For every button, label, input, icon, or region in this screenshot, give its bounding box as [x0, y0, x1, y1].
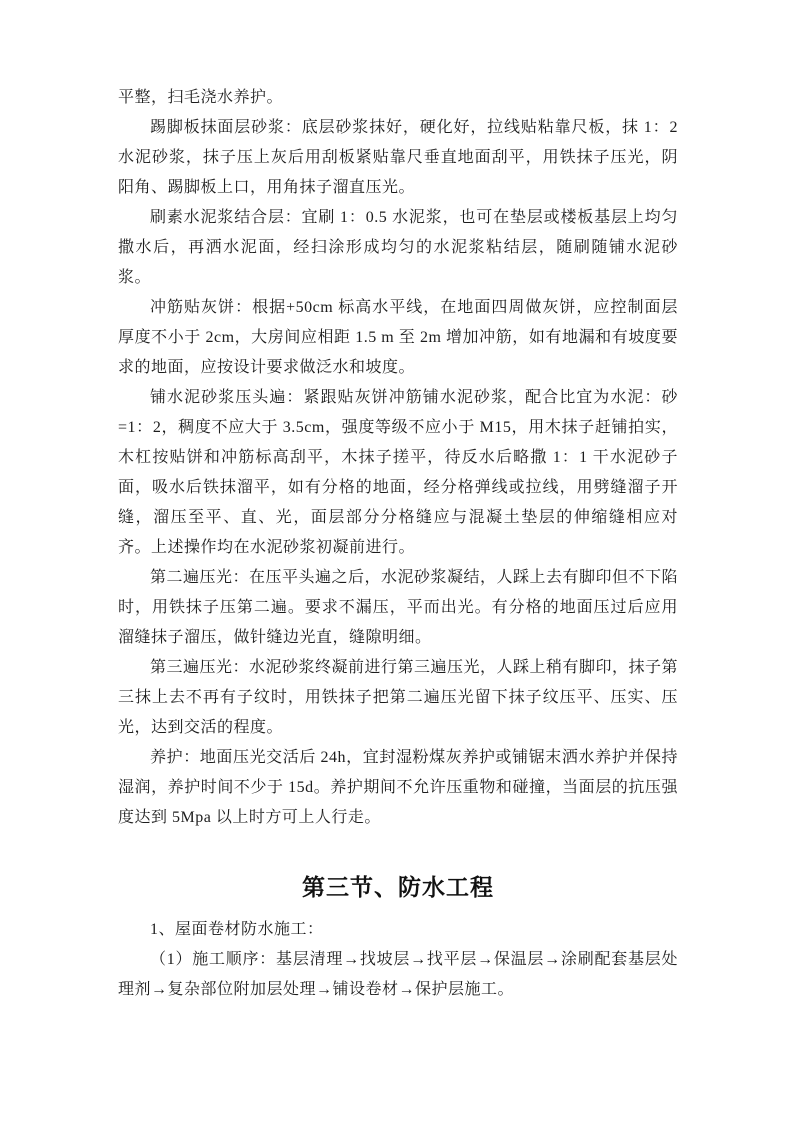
paragraph-second-troweling-pass: 第二遍压光：在压平头遍之后，水泥砂浆凝结，人踩上去有脚印但不下陷时，用铁抹子压第二遍。要求不漏压，平而出光。有分格的地面压过后应用溜缝抹子溜压，做针缝边光直，缝隙明细。	[118, 569, 679, 646]
paragraph-continuation: 平整，扫毛浇水养护。	[118, 89, 284, 106]
paragraph-curing: 养护：地面压光交活后 24h，宜封湿粉煤灰养护或铺锯末洒水养护并保持湿润，养护时间不少于 15d。养护期间不允许压重物和碰撞，当面层的抗压强度达到 5Mpa 以上时方可上人行走。	[118, 749, 678, 826]
paragraph-roof-membrane-waterproofing-title: 1、屋面卷材防水施工：	[150, 921, 324, 938]
paragraph-third-troweling-pass: 第三遍压光：水泥砂浆终凝前进行第三遍压光，人踩上稍有脚印，抹子第三抹上去不再有子纹时，用铁抹子把第二遍压光留下抹子纹压平、压实、压光，达到交活的程度。	[118, 659, 679, 736]
paragraph-skirting-board-mortar: 踢脚板抹面层砂浆：底层砂浆抹好，硬化好，拉线贴粘靠尺板，抹 1：2 水泥砂浆，抹子压上灰后用刮板紧贴靠尺垂直地面刮平，用铁抹子压光，阴阳角、踢脚板上口，用角抹子溜直压光。	[118, 119, 678, 196]
document-content	[118, 83, 678, 1005]
paragraph-screed-dots: 冲筋贴灰饼：根据+50cm 标高水平线，在地面四周做灰饼，应控制面层厚度不小于 2cm，大房间应相距 1.5 m 至 2m 增加冲筋，如有地漏和有坡度要求的地面，应按设计要求做泛水和坡度。	[118, 299, 678, 376]
paragraph-construction-sequence: （1）施工顺序：基层清理→找坡层→找平层→保温层→涂刷配套基层处理剂→复杂部位附加层处理→铺设卷材→保护层施工。	[118, 951, 678, 998]
paragraph-first-troweling-pass: 铺水泥砂浆压头遍：紧跟贴灰饼冲筋铺水泥砂浆，配合比宜为水泥：砂=1：2，稠度不应大于 3.5cm，强度等级不应小于 M15，用木抹子赶铺拍实，木杠按贴饼和冲筋标高刮平，木抹子搓平，待反水后略撒 1：1 干水泥砂子面，吸水后铁抹溜平，如有分格的地面，经分格弹线或拉线，用劈缝溜子开缝，溜压至平、直、光，面层部分分格缝应与混凝土垫层的伸缩缝相应对齐。上述操作均在水泥砂浆初凝前进行。	[118, 389, 678, 556]
section-heading-waterproofing: 第三节、防水工程	[302, 874, 494, 900]
paragraph-cement-slurry-bonding-layer: 刷素水泥浆结合层：宜刷 1：0.5 水泥浆，也可在垫层或楼板基层上均匀撒水后，再洒水泥面，经扫涂形成均匀的水泥浆粘结层，随刷随铺水泥砂浆。	[118, 209, 678, 286]
